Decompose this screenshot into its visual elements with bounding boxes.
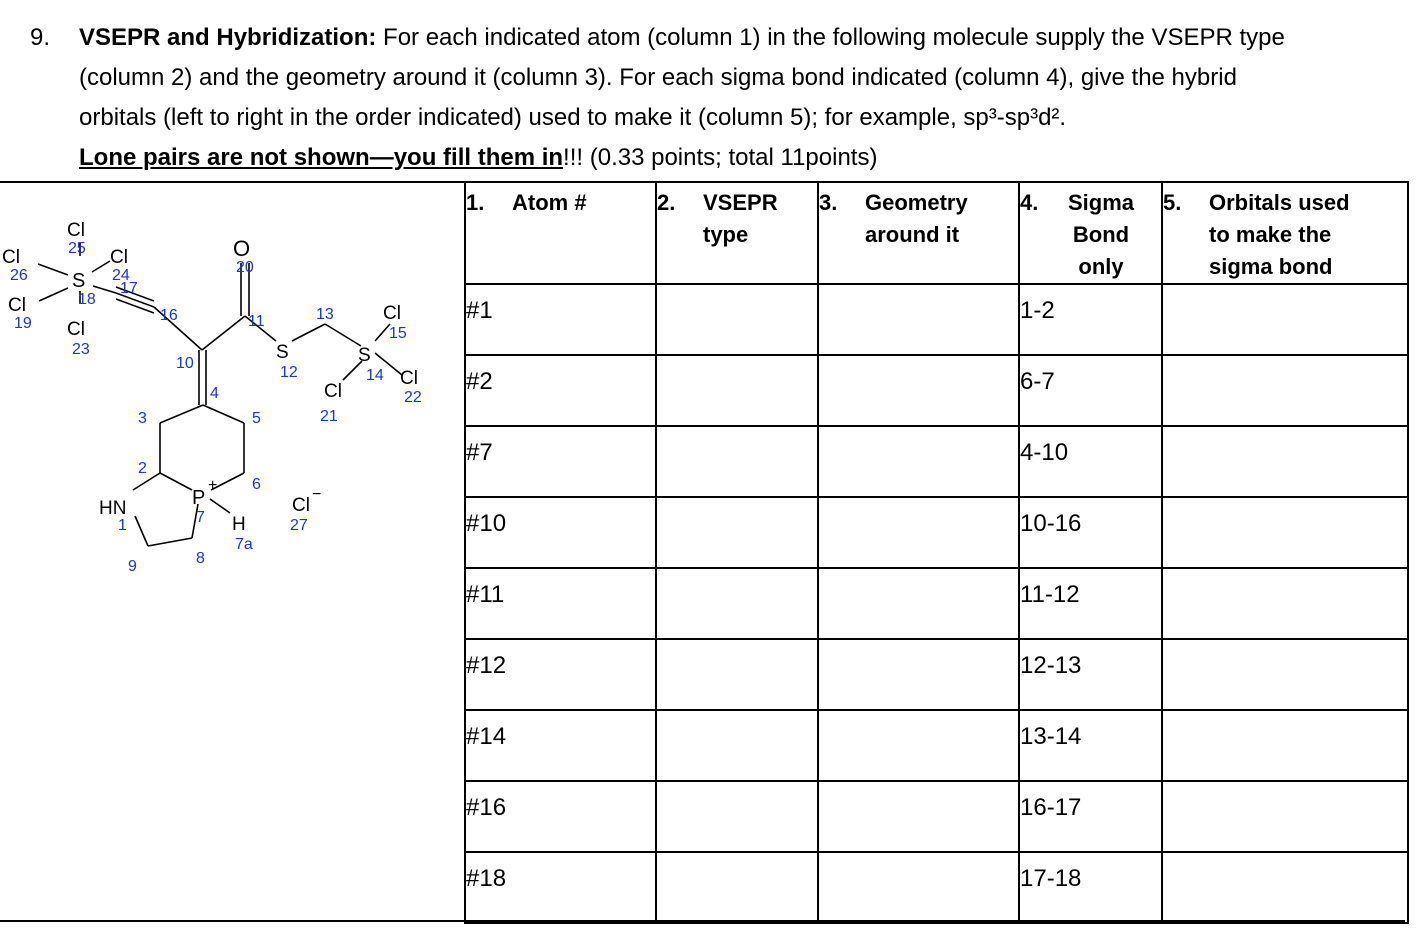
atom-cell: #11 <box>465 568 656 639</box>
num-4: 4 <box>210 385 219 402</box>
num-21: 21 <box>320 408 338 425</box>
num-7a: 7a <box>235 536 253 553</box>
orbitals-cell[interactable] <box>1162 568 1408 639</box>
num-18: 18 <box>78 291 96 308</box>
atom-o20: O <box>233 236 251 261</box>
num-12: 12 <box>280 364 298 381</box>
plus-charge: + <box>208 477 218 494</box>
num-25: 25 <box>68 240 86 257</box>
num-27: 27 <box>290 517 308 534</box>
atom-cell: #12 <box>465 639 656 710</box>
table-row <box>465 284 1408 355</box>
atom-cell: #14 <box>465 710 656 781</box>
num-6: 6 <box>252 476 261 493</box>
header-orbitals: 5. Orbitals used to make the sigma bond <box>1162 182 1408 284</box>
atom-s12: S <box>276 342 289 363</box>
vsepr-cell[interactable] <box>656 710 818 781</box>
vsepr-cell[interactable] <box>656 639 818 710</box>
lone-pairs-note: Lone pairs are not shown—you fill them in <box>79 144 564 171</box>
bond-cell: 11-12 <box>1019 568 1162 639</box>
num-9: 9 <box>128 558 137 575</box>
atom-p7: P <box>192 487 206 509</box>
orbitals-cell[interactable] <box>1162 781 1408 852</box>
orbitals-cell[interactable] <box>1162 497 1408 568</box>
atom-cl26: Cl <box>2 247 20 268</box>
num-11: 11 <box>248 313 265 330</box>
orbitals-cell[interactable] <box>1162 639 1408 710</box>
atom-cl15: Cl <box>383 303 401 324</box>
question-title: VSEPR and Hybridization: <box>79 24 377 51</box>
molecule-diagram <box>0 183 464 583</box>
atom-cell: #16 <box>465 781 656 852</box>
atom-h7a: H <box>232 514 246 535</box>
num-2: 2 <box>138 460 147 477</box>
header-vsepr: 2. VSEPR type <box>656 182 818 284</box>
num-5: 5 <box>252 410 261 427</box>
table-row <box>465 852 1408 923</box>
bonds <box>38 243 402 546</box>
bond-cell: 6-7 <box>1019 355 1162 426</box>
num-17: 17 <box>120 280 138 297</box>
orbitals-cell[interactable] <box>1162 355 1408 426</box>
num-7: 7 <box>196 509 205 526</box>
geometry-cell[interactable] <box>818 568 1019 639</box>
num-20: 20 <box>236 259 254 276</box>
vsepr-cell[interactable] <box>656 355 818 426</box>
table-row <box>465 710 1408 781</box>
atom-cl23: Cl <box>67 319 85 340</box>
atom-cl19: Cl <box>8 295 26 316</box>
header-atom: 1. Atom # <box>465 182 656 284</box>
bond-cell: 16-17 <box>1019 781 1162 852</box>
table-row <box>465 568 1408 639</box>
minus-charge: − <box>312 486 322 503</box>
vsepr-cell[interactable] <box>656 568 818 639</box>
atom-cl24: Cl <box>110 247 128 268</box>
prompt-line-4 <box>79 144 877 172</box>
prompt-line-1 <box>79 24 1285 52</box>
prompt-line-1-text: For each indicated atom (column 1) in the following molecule supply the VSEPR type <box>376 24 1285 51</box>
atom-s18: S <box>72 270 86 292</box>
exclaim: !!! <box>563 144 584 171</box>
geometry-cell[interactable] <box>818 355 1019 426</box>
vsepr-cell[interactable] <box>656 497 818 568</box>
atom-cell: #1 <box>465 284 656 355</box>
geometry-cell[interactable] <box>818 284 1019 355</box>
table-header-row <box>465 182 1408 284</box>
num-15: 15 <box>389 325 407 342</box>
num-19: 19 <box>14 315 32 332</box>
num-23: 23 <box>72 341 90 358</box>
bond-cell: 4-10 <box>1019 426 1162 497</box>
vsepr-cell[interactable] <box>656 781 818 852</box>
geometry-cell[interactable] <box>818 639 1019 710</box>
table-row <box>465 355 1408 426</box>
header-geometry: 3. Geometry around it <box>818 182 1019 284</box>
num-13: 13 <box>316 306 334 323</box>
atom-cell: #18 <box>465 852 656 923</box>
geometry-cell[interactable] <box>818 781 1019 852</box>
num-8: 8 <box>196 550 205 567</box>
table-row <box>465 497 1408 568</box>
num-14: 14 <box>366 367 384 384</box>
answer-table <box>464 181 1409 924</box>
prompt-line-2: (column 2) and the geometry around it (column 3). For each sigma bond indicated (column 4), give the hybrid <box>79 64 1237 91</box>
geometry-cell[interactable] <box>818 497 1019 568</box>
geometry-cell[interactable] <box>818 710 1019 781</box>
atom-cell: #2 <box>465 355 656 426</box>
atom-cell: #7 <box>465 426 656 497</box>
question-prompt <box>0 0 1428 180</box>
vsepr-cell[interactable] <box>656 426 818 497</box>
orbitals-cell[interactable] <box>1162 852 1408 923</box>
bond-cell: 1-2 <box>1019 284 1162 355</box>
num-22: 22 <box>404 389 422 406</box>
table-row <box>465 781 1408 852</box>
bond-cell: 17-18 <box>1019 852 1162 923</box>
atom-cl25: Cl <box>67 220 85 241</box>
num-24: 24 <box>112 267 130 284</box>
num-16: 16 <box>160 307 178 324</box>
table-row <box>465 426 1408 497</box>
geometry-cell[interactable] <box>818 852 1019 923</box>
orbitals-cell[interactable] <box>1162 710 1408 781</box>
num-10: 10 <box>176 355 194 372</box>
orbitals-cell[interactable] <box>1162 426 1408 497</box>
bond-cell: 12-13 <box>1019 639 1162 710</box>
bond-cell: 13-14 <box>1019 710 1162 781</box>
bond-cell: 10-16 <box>1019 497 1162 568</box>
atom-cl22: Cl <box>400 368 418 389</box>
num-3: 3 <box>138 410 147 427</box>
orbitals-cell[interactable] <box>1162 284 1408 355</box>
num-26: 26 <box>10 267 28 284</box>
question-number: 9. <box>30 24 51 51</box>
points-note: (0.33 points; total 11points) <box>583 144 878 171</box>
prompt-line-3: orbitals (left to right in the order indicated) used to make it (column 5); for example, sp³-sp³d². <box>79 104 1067 131</box>
header-sigma-bond: 4. Sigma Bond only <box>1019 182 1162 284</box>
num-1: 1 <box>118 517 127 534</box>
vsepr-cell[interactable] <box>656 852 818 923</box>
atom-s14: S <box>358 345 371 366</box>
atom-cell: #10 <box>465 497 656 568</box>
atom-hn1: HN <box>99 498 127 519</box>
vsepr-cell[interactable] <box>656 284 818 355</box>
atom-cl21: Cl <box>324 381 342 402</box>
atom-cl27: Cl <box>292 495 310 516</box>
table-row <box>465 639 1408 710</box>
geometry-cell[interactable] <box>818 426 1019 497</box>
